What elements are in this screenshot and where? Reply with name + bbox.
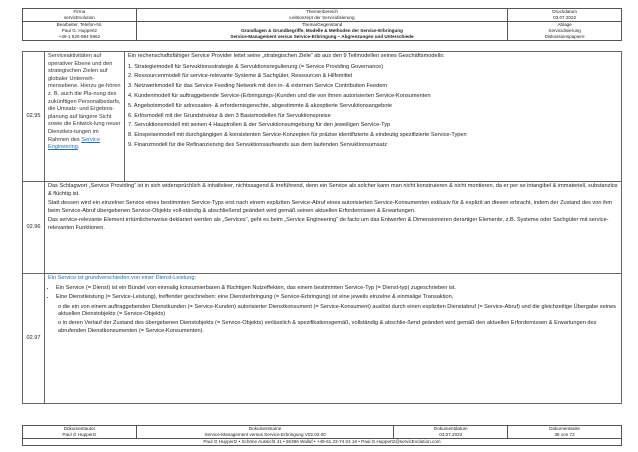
- autor-value: Paul G Huppertz: [62, 432, 97, 437]
- ablage-value-2: Diskussionspapiere: [544, 34, 585, 39]
- dokumentseite-value: 36 von 72: [554, 432, 575, 437]
- dokumentdatum-value: 03.07.2022: [439, 432, 463, 437]
- list-item: 1. Strategiemodell für Servuktionsstrategie & Servuktionsregulierung (= Service Providing Governance): [128, 63, 384, 70]
- ablage-cell: [508, 22, 622, 41]
- list-item: 8. Einspeisemodell mit durchgängigen & konsistenten Service-Konzepten für präzise identifizierte & eindeutig spezifizierte Service-Typen: [128, 132, 467, 139]
- autor-cell: [23, 426, 137, 439]
- themenbereich-label: Themenbereich: [306, 9, 338, 14]
- list-item: 2. Ressourcenmodell für service-relevante Systeme & Sachgüter, Ressourcen & Hilfsmittel: [128, 73, 353, 80]
- bullet-list: [56, 285, 618, 302]
- content-table: [22, 51, 622, 404]
- firma-label: Firma: [73, 9, 86, 14]
- bearbeiter-name: Paul G. Huppertz: [61, 28, 98, 33]
- service-providing-cell: [45, 182, 622, 274]
- table-row: [23, 274, 622, 404]
- paragraph: Das Schlagwort „Service Providing“ ist in sich widersprüchlich & inhaltsleer, nichtssagend & irreführend, denn ein Service als solcher kann man nicht konstruieren & nicht montieren, da er per se intangibel & immateriell, substanzlos & flüchtig ist.: [48, 183, 618, 197]
- page-footer: [22, 425, 622, 446]
- side-note-text: Serviceaktivitäten auf operativer Ebene und den strategischen Zielen auf globaler Unterneh-mensebene. Hierzu ge-hören z. B. auch die Pla-nung des zukünftigen Personalbedarfs, die Umsatz- und Ergebnis-planung auf längere Sicht sowie die Entwick-lung neuer Dienstleis-tungen im Rahmen des: [48, 53, 121, 143]
- footer-table: [22, 425, 622, 446]
- address-line: Paul G Huppertz • Schöne Aussicht 41 • 65396 Walluf • +49-61 23-74 04 16 • Paul.G.Huppertz@servicEvolution.com: [23, 439, 622, 446]
- list-item: 9. Finanzmodell für die Refinanzierung des Servuktionsaufwands aus dem laufenden Servuktionsumsatz: [128, 141, 388, 148]
- table-row: [23, 182, 622, 274]
- list-item: 4. Kundenmodell für auftraggebende Service-(Erbringungs-)Kunden und die von ihnen autorisierten Service-Konsumenten: [128, 92, 431, 99]
- list-item: • Ein Service (= Dienst) ist ein Bündel von einmalig konsumierbaren & flüchtigen Nutzeffekten, das einem bestimmten Service-Typ (= Dienst-typ) zugeschrieben ist.: [56, 285, 618, 293]
- row-number: 02.96: [23, 182, 45, 274]
- paragraph: Statt dessen wird ein einzelner Service eines bestimmten Service-Typs erst nach einem expliziten Service-Abruf eines autorisierten Service-Konsumenten exklusiv für & explizit an diesen erbracht, indem der Zustand des von ihm beim Service-Abruf übergebenen Service-Objekts voll-ständig & abschließend geändert wird gemäß seinen aktuellen Erfordernissen & Erwartungen.: [48, 200, 612, 214]
- thema-cell: [136, 22, 507, 41]
- dokumentname-cell: [136, 426, 394, 439]
- bearbeiter-label: Bearbeiter, Telefon-Nr.: [56, 22, 103, 27]
- dokumentname-label: Dokumentname: [248, 426, 282, 431]
- druckdatum-label: Druckdatum: [552, 9, 577, 14]
- row-number: 02.97: [23, 274, 45, 404]
- list-item: o die ein von einem auftraggebenden Dienstkunden (= Service-Kunden) autorisierter Dienstkonsument (= Service-Konsument) auslöst durch einen expliziten Dienstabruf (= Service-Abruf) und die gleichzeitige Übergabe seines aktuellen Dienstobjekts (= Service-Objekts): [58, 303, 616, 318]
- service-engineering-link[interactable]: Service Engineering: [48, 136, 100, 151]
- druckdatum-cell: [508, 9, 622, 22]
- models-intro: Ein rechenschaftsfähiger Service Provider leitet seine „strategischen Ziele“ ab aus den 9 Teilmodellen seines Geschäftsmodells:: [128, 53, 445, 59]
- list-item: 7. Servuktionsmodell mit seinen 4 Hauptrollen & der Servuktionsumgebung für den jeweiligen Service-Typ: [128, 122, 391, 129]
- themenbereich-value: Leitkonzept der Servicidisierung: [289, 15, 355, 20]
- models-cell: [125, 52, 622, 182]
- side-note: Serviceaktivitäten auf operativer Ebene und den strategischen Zielen auf globaler Unterneh-mensebene. Hierzu ge-hören z. B. auch die Pla-nung des zukünftigen Personalbedarfs, die Umsatz- und Ergebnis-planung auf längere Sicht sowie die Entwick-lung neuer Dienstleis-tungen im Rahmen des Service Engineering.: [45, 52, 125, 182]
- sub-list: [58, 304, 618, 335]
- autor-label: Dokumentautor: [63, 426, 96, 431]
- druckdatum-value: 03.07.2022: [553, 15, 577, 20]
- ablage-label: Ablage: [557, 22, 572, 27]
- themenbereich-cell: [136, 9, 507, 22]
- dokumentdatum-label: Dokumentdatum: [433, 426, 468, 431]
- dokumentname-value: Service-Management versus Service-Erbringung V02.02.00: [204, 432, 326, 437]
- list-item: o in deren Verlauf der Zustand des übergebenen Dienstobjekts (= Service-Objekts) verlässlich & spezifikationsgemäß, vollständig & abschlie-ßend geändert wird gemäß den aktuellen Erfordernissen & Erwartungen des abrufenden Dienstkonsumenten (= Service-Konsumenten).: [58, 319, 597, 334]
- firma-value: servicEvolution: [63, 15, 95, 20]
- document-page: [22, 8, 622, 446]
- thema-line2: Service-Management versus Service-Erbringung – Abgrenzungen und Unterschiede: [230, 34, 414, 39]
- dokumentseite-label: Dokumentseite: [549, 426, 580, 431]
- page-header: [22, 8, 622, 41]
- models-list: [128, 64, 618, 150]
- list-item: 6. Erlösmodell mit der Grundstruktur & den 3 Basismodellen für Servuktionspreise: [128, 112, 331, 119]
- thema-line1: Grundlagen & Grundbegriffe, Modelle & Methoden der Service-Erbringung: [241, 28, 403, 33]
- bearbeiter-phone: +49-1 520-984 5962: [58, 34, 101, 39]
- dokumentdatum-cell: [394, 426, 508, 439]
- bearbeiter-cell: [23, 22, 137, 41]
- list-item: • Eine Dienstleistung (= Service-Leistung), treffender geschrieben: eine Diensterbringung (= Service-Erbringung) ist eine jeweils einzelne & einmalige Transaktion,: [56, 294, 618, 302]
- ablage-value-1: Servicidisierung: [548, 28, 581, 33]
- list-item: 5. Angebotsmodell für adressaten- & erfordernisgerechte, abgestimmte & akzeptierte Servuktionsangebote: [128, 102, 392, 109]
- thema-label: Thema/Gegenstand: [301, 22, 343, 27]
- paragraph: Ein Service ist grundverschieden von einer Dienst-Leistung:: [48, 275, 197, 281]
- dienstleistung-cell: [45, 274, 622, 404]
- row-number: 02.95: [23, 52, 45, 182]
- table-row: [23, 52, 622, 182]
- firma-cell: [23, 9, 137, 22]
- list-item: 3. Netzwerkmodell für das Service Feeding Network mit den in- & externen Service Contribution Feedern: [128, 83, 388, 90]
- dokumentseite-cell: [508, 426, 622, 439]
- paragraph: Das service-relevante Element irrtümlicherweise deklariert werden als „Services“, geht es beim „Service Engineering“ de facto um das Entwerfen & Dimensionieren derartiger Elemente, z.B. Systeme oder Sachgüter mit service-relevanten Funktionen.: [48, 217, 609, 231]
